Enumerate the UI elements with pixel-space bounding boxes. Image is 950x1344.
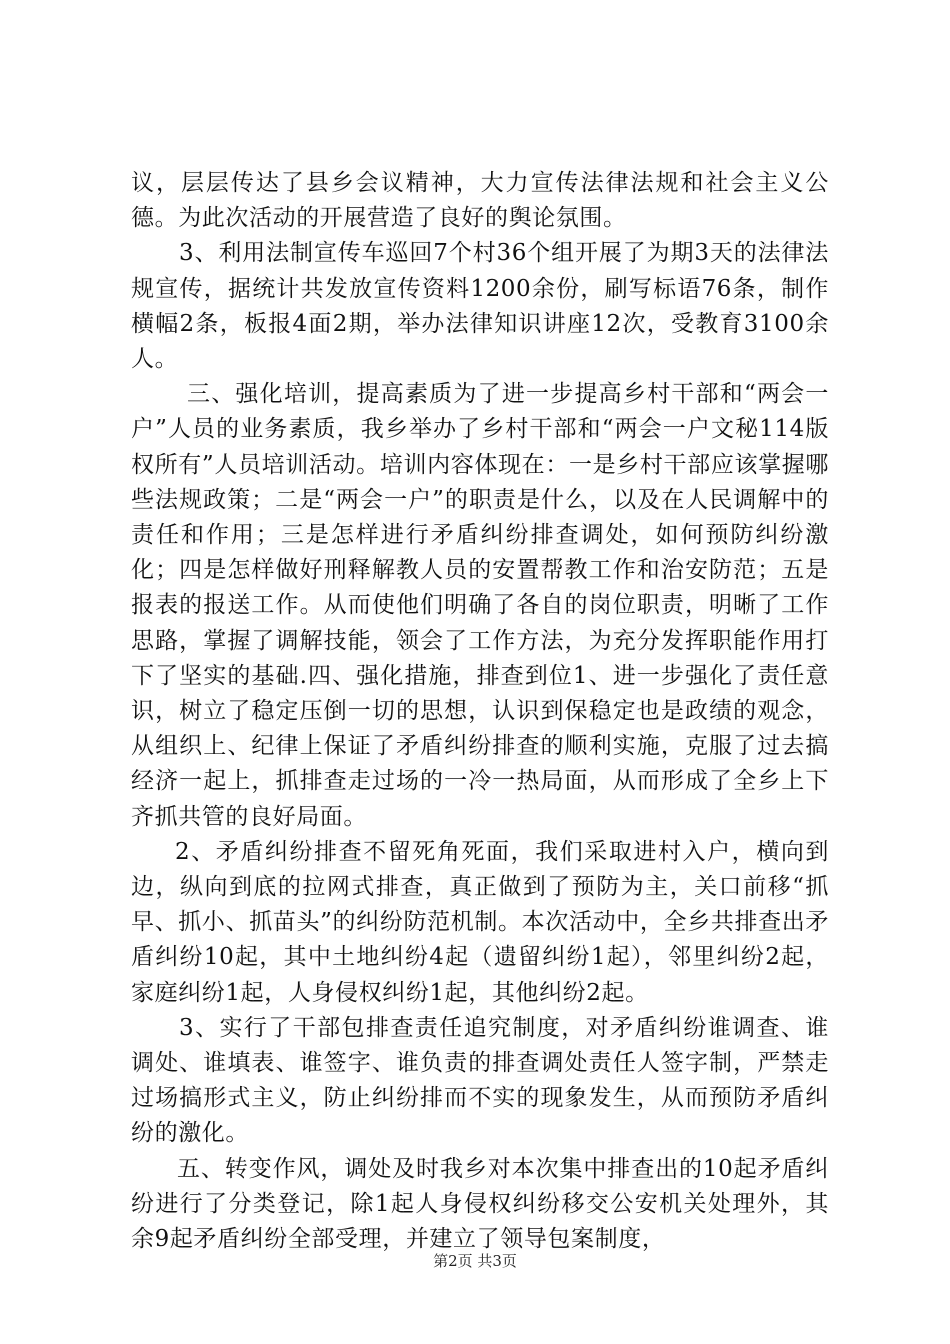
page-number-label: 第2页 共3页 xyxy=(433,1252,517,1270)
paragraph-item-3-responsibility: 3、实行了干部包排查责任追究制度，对矛盾纠纷谁调查、谁调处、谁填表、谁签字、谁负责的排查调处责任人签字制，严禁走过场搞形式主义，防止纠纷排而不实的现象发生，从而预防矛盾纠纷的激化。 xyxy=(131,1014,829,1147)
paragraph-continuation: 议，层层传达了县乡会议精神，大力宣传法律法规和社会主义公德。为此次活动的开展营造了良好的舆论氛围。 xyxy=(131,170,829,232)
page-footer xyxy=(0,1250,950,1271)
document-body xyxy=(131,166,829,1257)
paragraph-section-3-training: 三、强化培训，提高素质为了进一步提高乡村干部和“两会一户”人员的业务素质，我乡举办了乡村干部和“两会一户文秘114版权所有”人员培训活动。培训内容体现在：一是乡村干部应该掌握哪些法规政策；二是“两会一户”的职责是什么，以及在人民调解中的责任和作用；三是怎样进行矛盾纠纷排查调处，如何预防纠纷激化；四是怎样做好刑释解教人员的安置帮教工作和治安防范；五是报表的报送工作。从而使他们明确了各自的岗位职责，明晰了工作思路，掌握了调解技能，领会了工作方法，为充分发挥职能作用打下了坚实的基础.四、强化措施，排查到位1、进一步强化了责任意识，树立了稳定压倒一切的思想，认识到保稳定也是政绩的观念，从组织上、纪律上保证了矛盾纠纷排查的顺利实施，克服了过去搞经济一起上，抓排查走过场的一冷一热局面，从而形成了全乡上下齐抓共管的良好局面。 xyxy=(131,381,829,830)
paragraph-item-2-investigation: 2、矛盾纠纷排查不留死角死面，我们采取进村入户，横向到边，纵向到底的拉网式排查，真正做到了预防为主，关口前移“抓早、抓小、抓苗头”的纠纷防范机制。本次活动中，全乡共排查出矛盾纠纷10起，其中土地纠纷4起（遗留纠纷1起），邻里纠纷2起，家庭纠纷1起，人身侵权纠纷1起，其他纠纷2起。 xyxy=(131,838,829,1006)
paragraph-section-5-style: 五、转变作风，调处及时我乡对本次集中排查出的10起矛盾纠纷进行了分类登记，除1起人身侵权纠纷移交公安机关处理外，其余9起矛盾纠纷全部受理，并建立了领导包案制度， xyxy=(131,1155,829,1253)
paragraph-publicity-item-3: 3、利用法制宣传车巡回7个村36个组开展了为期3天的法律法规宣传，据统计共发放宣传资料1200余份，刷写标语76条，制作横幅2条，板报4面2期，举办法律知识讲座12次，受教育3100余人。 xyxy=(131,240,829,373)
